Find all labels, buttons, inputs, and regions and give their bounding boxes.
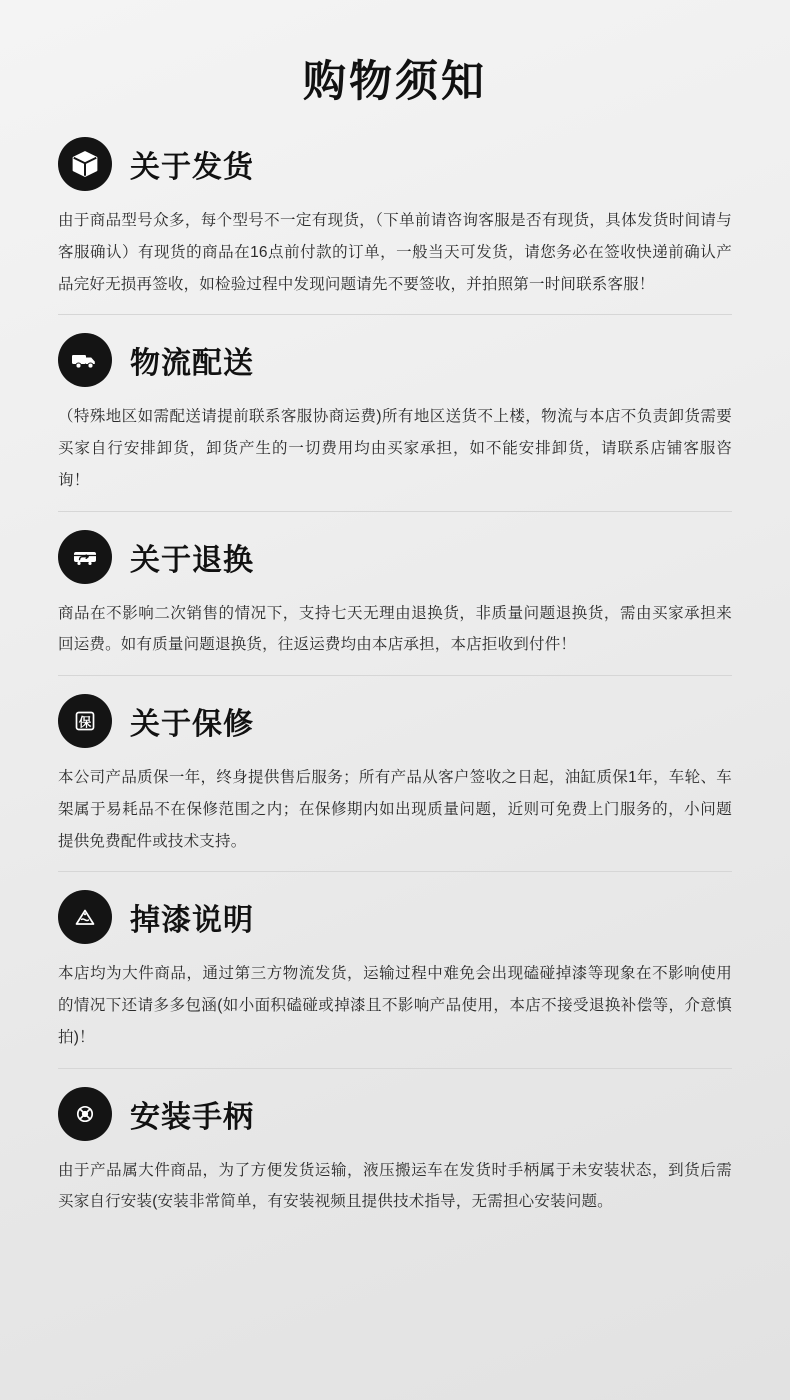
- section-shipping: [58, 119, 732, 314]
- section-title: 关于退换: [130, 543, 254, 577]
- section-title: 物流配送: [130, 347, 254, 381]
- section-paint: [58, 871, 732, 1067]
- section-header: [58, 137, 732, 191]
- section-title: 关于发货: [130, 151, 254, 184]
- section-header: [58, 1087, 732, 1141]
- section-install-handle: [58, 1068, 732, 1233]
- return-box-icon: [58, 530, 112, 584]
- section-header: [58, 890, 732, 944]
- section-return: [58, 511, 732, 676]
- section-body: 本店均为大件商品，通过第三方物流发货，运输过程中难免会出现磕碰掉漆等现象在不影响使用的情况下还请多多包涵(如小面积磕碰或掉漆且不影响产品使用，本店不接受退换补偿等，介意慎拍)！: [58, 965, 732, 1046]
- section-title: 掉漆说明: [130, 904, 254, 938]
- section-title: 安装手柄: [130, 1100, 254, 1134]
- section-body: 由于商品型号众多，每个型号不一定有现货，（下单前请咨询客服是否有现货，具体发货时间请与客服确认）有现货的商品在16点前付款的订单，一般当天可发货，请您务必在签收快递前确认产品完好无损再签收，如检验过程中发现问题请先不要签收，并拍照第一时间联系客服！: [58, 212, 732, 293]
- section-title: 关于保修: [130, 708, 254, 742]
- wrench-gear-icon: [58, 1087, 112, 1141]
- paint-chip-icon: [58, 890, 112, 944]
- box-icon: [58, 137, 112, 191]
- section-header: [58, 530, 732, 584]
- section-warranty: [58, 675, 732, 871]
- section-header: [58, 333, 732, 387]
- page-title: 购物须知: [303, 58, 487, 106]
- warranty-icon: [58, 694, 112, 748]
- svg-text:保: 保: [78, 715, 92, 730]
- section-body: 本公司产品质保一年，终身提供售后服务；所有产品从客户签收之日起，油缸质保1年，车轮、车架属于易耗品不在保修范围之内；在保修期内如出现质量问题，近则可免费上门服务的，小问题提供免费配件或技术支持。: [58, 769, 732, 850]
- section-body: （特殊地区如需配送请提前联系客服协商运费)所有地区送货不上楼，物流与本店不负责卸货需要买家自行安排卸货，卸货产生的一切费用均由买家承担，如不能安排卸货，请联系店铺客服咨询！: [58, 408, 732, 489]
- section-body: 由于产品属大件商品，为了方便发货运输，液压搬运车在发货时手柄属于未安装状态，到货后需买家自行安装(安装非常简单，有安装视频且提供技术指导，无需担心安装问题。: [58, 1161, 732, 1211]
- section-logistics: [58, 314, 732, 510]
- section-header: [58, 694, 732, 748]
- truck-icon: [58, 333, 112, 387]
- section-body: 商品在不影响二次销售的情况下，支持七天无理由退换货，非质量问题退换货，需由买家承担来回运费。如有质量问题退换货，往返运费均由本店承担，本店拒收到付件！: [58, 604, 732, 654]
